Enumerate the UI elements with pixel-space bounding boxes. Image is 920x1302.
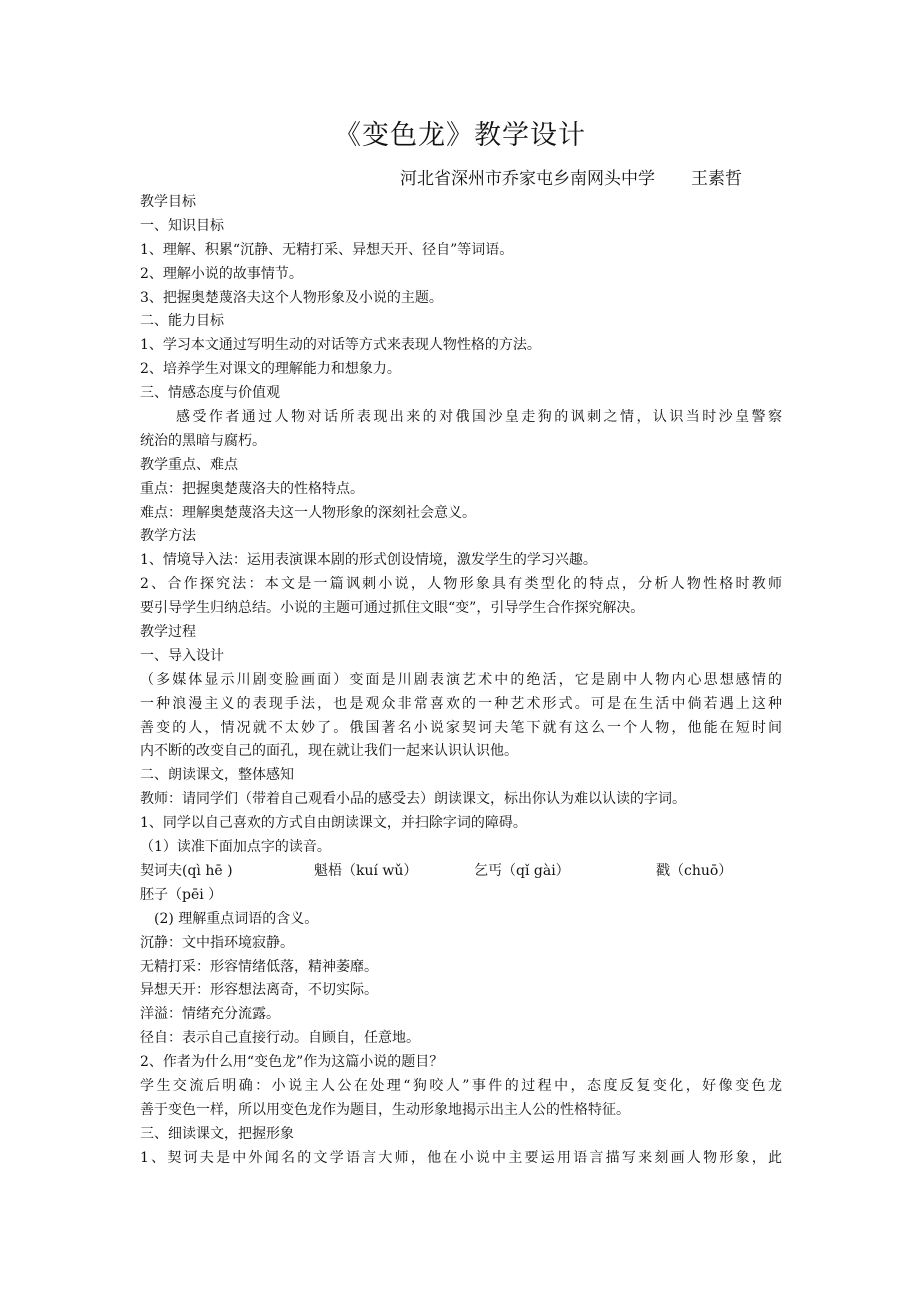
heading-objectives: 教学目标 [140, 194, 196, 210]
text-line: 2、作者为什么用“变色龙”作为这篇小说的题目？ [140, 1054, 444, 1071]
page-title: 《变色龙》教学设计 [334, 120, 586, 151]
subheading-knowledge: 一、知识目标 [140, 217, 224, 234]
text-line: 2、合作探究法：本文是一篇讽刺小说，人物形象具有类型化的特点，分析人物性格时教师 [140, 576, 782, 593]
heading-key-points: 教学重点、难点 [140, 456, 238, 473]
pinyin-row [140, 860, 782, 884]
text-line: 径自：表示自己直接行动。自顾自，任意地。 [140, 1030, 420, 1047]
text-line: （多媒体显示川剧变脸画面）变面是川剧表演艺术中的绝活，它是剧中人物内心思想感情的 [140, 671, 782, 688]
text-line: 2、培养学生对课文的理解能力和想象力。 [140, 361, 401, 378]
pinyin-item: 魁梧（kuí wǔ） [314, 862, 418, 879]
text-line: 难点：理解奥楚蔑洛夫这一人物形象的深刻社会意义。 [140, 504, 476, 521]
text-line: （1）读准下面加点字的读音。 [140, 839, 331, 856]
text-line: 沉静：文中指环境寂静。 [140, 934, 294, 951]
text-line: 1、情境导入法：运用表演课本剧的形式创设情境，激发学生的学习兴趣。 [140, 552, 597, 569]
pinyin-item: 契诃夫(qì hē ) [140, 862, 233, 879]
text-line: 1、理解、积累“沉静、无精打采、异想天开、径自”等词语。 [140, 241, 514, 258]
subheading-intro: 一、导入设计 [140, 647, 224, 664]
text-line: 内不断的改变自己的面孔，现在就让我们一起来认识认识他。 [140, 743, 518, 760]
subheading-emotion: 三、情感态度与价值观 [140, 385, 280, 402]
text-line: 一种浪漫主义的表现手法，也是观众非常喜欢的一种艺术形式。可是在生活中倘若遇上这种 [140, 695, 782, 712]
text-line: 要引导学生归纳总结。小说的主题可通过抓住文眼“变”，引导学生合作探究解决。 [140, 600, 645, 617]
text-line: 胚子（pēi ） [140, 886, 223, 903]
subheading-ability: 二、能力目标 [140, 313, 224, 330]
document-body [140, 191, 782, 1171]
text-line: 2、理解小说的故事情节。 [140, 265, 303, 282]
text-line: 善于变色一样，所以用变色龙作为题目，生动形象地揭示出主人公的性格特征。 [140, 1101, 630, 1118]
text-line: 异想天开：形容想法离奇，不切实际。 [140, 982, 378, 999]
text-line: 善变的人，情况就不太妙了。俄国著名小说家契诃夫笔下就有这么一个人物，他能在短时间 [140, 719, 782, 736]
school-name: 河北省深州市乔家屯乡南网头中学 [400, 169, 655, 189]
text-line: 教师：请同学们（带着自己观看小品的感受去）朗读课文，标出你认为难以认读的字词。 [140, 791, 686, 808]
text-line: (2) 理解重点词语的含义。 [154, 910, 319, 927]
subheading-reading: 二、朗读课文，整体感知 [140, 767, 294, 784]
text-line: 1、学习本文通过写明生动的对话等方式来表现人物性格的方法。 [140, 337, 541, 354]
text-line: 3、把握奥楚蔑洛夫这个人物形象及小说的主题。 [140, 289, 443, 306]
text-line: 洋溢：情绪充分流露。 [140, 1006, 280, 1023]
text-line: 无精打采：形容情绪低落，精神萎靡。 [140, 958, 378, 975]
heading-methods: 教学方法 [140, 528, 196, 545]
text-line: 学生交流后明确：小说主人公在处理“狗咬人”事件的过程中，态度反复变化，好像变色龙 [140, 1077, 782, 1094]
text-line: 感受作者通过人物对话所表现出来的对俄国沙皇走狗的讽刺之情，认识当时沙皇警察 [176, 409, 782, 426]
text-line: 1、同学以自己喜欢的方式自由朗读课文，并扫除字词的障碍。 [140, 815, 527, 832]
text-line: 1、契诃夫是中外闻名的文学语言大师，他在小说中主要运用语言描写来刻画人物形象，此 [140, 1149, 782, 1166]
pinyin-item: 戳（chuō） [656, 862, 733, 879]
subheading-close-reading: 三、细读课文，把握形象 [140, 1125, 294, 1142]
text-line: 统治的黑暗与腐朽。 [140, 432, 266, 449]
author-name: 王素哲 [691, 169, 742, 189]
pinyin-item: 乞丐（qǐ gài） [474, 862, 570, 879]
text-line: 重点：把握奥楚蔑洛夫的性格特点。 [140, 480, 364, 497]
heading-process: 教学过程 [140, 624, 196, 641]
byline [400, 167, 742, 191]
